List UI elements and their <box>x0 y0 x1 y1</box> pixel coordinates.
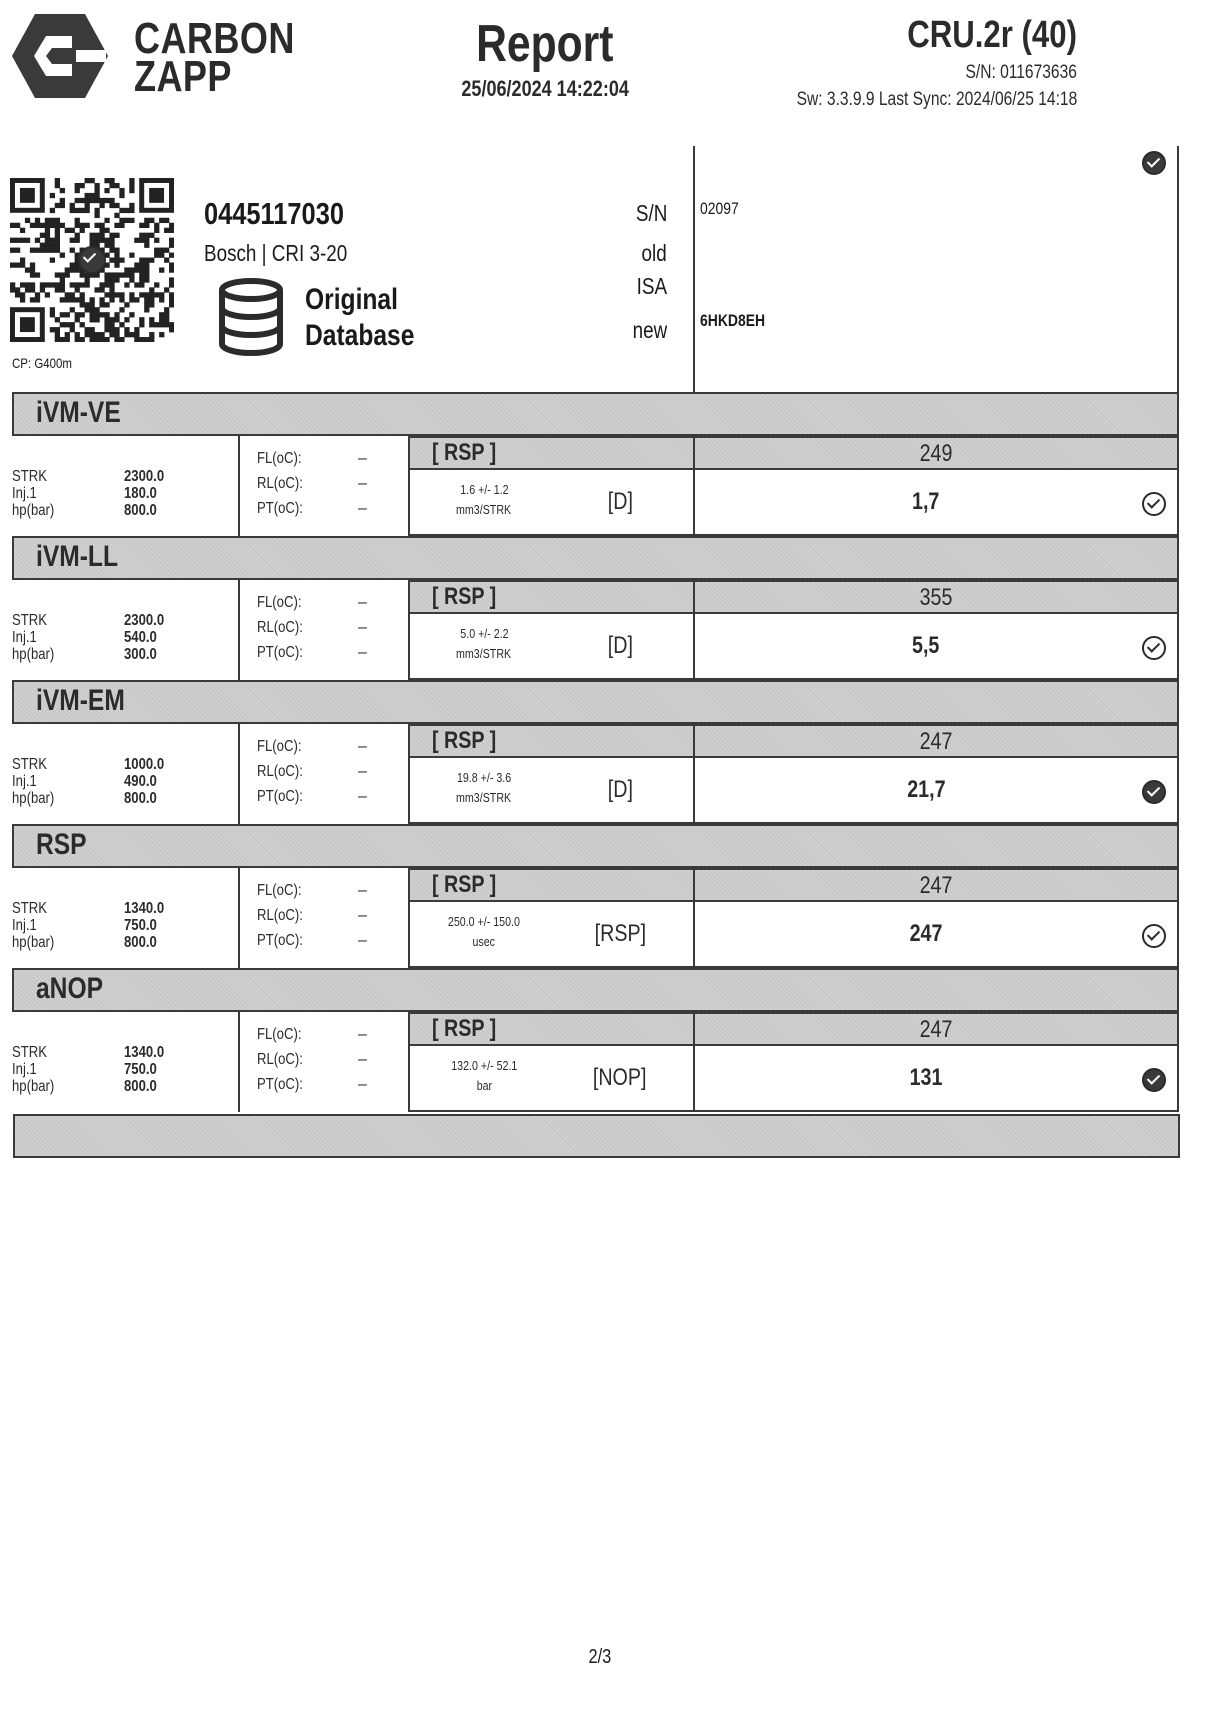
temp-pt-value: – <box>358 932 367 949</box>
report-title: Report <box>476 15 614 73</box>
param-hp-label: hp(bar) <box>12 934 55 951</box>
spec-head <box>408 436 695 470</box>
software-sync: Sw: 3.3.9.9 Last Sync: 2024/06/25 14:18 <box>796 89 1077 110</box>
closing-bar <box>13 1114 1180 1158</box>
temp-pt-label: PT(oC): <box>257 932 303 949</box>
new-value: 6HKD8EH <box>700 311 766 330</box>
temp-rl-value: – <box>358 619 367 636</box>
param-hp-label: hp(bar) <box>12 646 55 663</box>
temp-fl-label: FL(oC): <box>257 738 302 755</box>
reference-value: 247 <box>919 1016 953 1043</box>
spec-unit: mm3/STRK <box>456 790 512 805</box>
temp-rl-label: RL(oC): <box>257 619 303 636</box>
temp-rl-label: RL(oC): <box>257 763 303 780</box>
param-inj-label: Inj.1 <box>12 917 37 934</box>
spec-unit: usec <box>472 934 496 949</box>
page-number: 2/3 <box>588 1646 612 1668</box>
temp-rl-label: RL(oC): <box>257 1051 303 1068</box>
test-mode: [NOP] <box>593 1064 647 1091</box>
section-title: RSP <box>36 828 87 861</box>
result-check-icon <box>1142 1068 1166 1092</box>
old-label: old <box>641 240 667 266</box>
param-strk-value: 2300.0 <box>124 468 165 485</box>
section-title: iVM-LL <box>36 540 118 573</box>
temp-pt-label: PT(oC): <box>257 500 303 517</box>
temp-rl-value: – <box>358 907 367 924</box>
carbonzapp-logo-icon <box>10 12 110 100</box>
param-strk-label: STRK <box>12 756 47 773</box>
param-inj-value: 180.0 <box>124 485 157 502</box>
param-inj-value: 490.0 <box>124 773 157 790</box>
reference-bar <box>693 580 1179 614</box>
spec-range: 132.0 +/- 52.1 <box>450 1058 518 1073</box>
param-strk-label: STRK <box>12 900 47 917</box>
temp-fl-label: FL(oC): <box>257 450 302 467</box>
reference-bar <box>693 436 1179 470</box>
spec-range: 5.0 +/- 2.2 <box>459 626 509 641</box>
reference-bar <box>693 724 1179 758</box>
param-strk-value: 1340.0 <box>124 1044 165 1061</box>
brand-name <box>134 14 330 101</box>
temp-fl-value: – <box>358 738 367 755</box>
param-hp-label: hp(bar) <box>12 790 55 807</box>
brand-line2: ZAPP <box>134 52 232 101</box>
param-inj-label: Inj.1 <box>12 629 37 646</box>
report-datetime: 25/06/2024 14:22:04 <box>461 76 629 101</box>
result-check-icon <box>1142 636 1166 660</box>
param-strk-value: 2300.0 <box>124 612 165 629</box>
result-value: 131 <box>909 1064 943 1091</box>
spec-range: 1.6 +/- 1.2 <box>459 482 509 497</box>
section-title: aNOP <box>36 972 103 1005</box>
spec-unit: bar <box>476 1078 492 1093</box>
param-inj-label: Inj.1 <box>12 773 37 790</box>
spec-unit: mm3/STRK <box>456 646 512 661</box>
temp-pt-value: – <box>358 788 367 805</box>
temp-rl-value: – <box>358 1051 367 1068</box>
result-value: 5,5 <box>912 632 940 659</box>
spec-head <box>408 1012 695 1046</box>
brand-logo <box>10 12 110 100</box>
temp-pt-value: – <box>358 644 367 661</box>
param-hp-value: 800.0 <box>124 790 157 807</box>
cp-label: CP: G400m <box>12 355 72 371</box>
reference-value: 355 <box>919 584 953 611</box>
spec-unit: mm3/STRK <box>456 502 512 517</box>
temp-fl-value: – <box>358 450 367 467</box>
result-value: 247 <box>909 920 943 947</box>
temp-fl-label: FL(oC): <box>257 882 302 899</box>
reference-value: 247 <box>919 728 953 755</box>
test-mode: [D] <box>607 632 633 659</box>
qr-code <box>10 178 174 342</box>
spec-head-label: [ RSP ] <box>432 871 497 898</box>
param-hp-value: 800.0 <box>124 502 157 519</box>
param-strk-label: STRK <box>12 468 47 485</box>
temp-rl-value: – <box>358 763 367 780</box>
spec-range: 250.0 +/- 150.0 <box>447 914 521 929</box>
result-value: 1,7 <box>912 488 940 515</box>
info-check-icon <box>1142 151 1166 175</box>
temp-rl-label: RL(oC): <box>257 475 303 492</box>
test-mode: [RSP] <box>594 920 646 947</box>
spec-head <box>408 580 695 614</box>
param-hp-value: 300.0 <box>124 646 157 663</box>
temp-fl-value: – <box>358 1026 367 1043</box>
param-hp-value: 800.0 <box>124 1078 157 1095</box>
param-inj-value: 750.0 <box>124 917 157 934</box>
param-inj-value: 750.0 <box>124 1061 157 1078</box>
database-icon <box>218 278 284 356</box>
sn-label: S/N <box>635 200 667 226</box>
param-hp-value: 800.0 <box>124 934 157 951</box>
reference-value: 247 <box>919 872 953 899</box>
result-value: 21,7 <box>906 776 946 803</box>
section-title: iVM-VE <box>36 396 121 429</box>
spec-head <box>408 724 695 758</box>
spec-head-label: [ RSP ] <box>432 583 497 610</box>
db-line1: Original <box>305 283 398 316</box>
reference-bar <box>693 1012 1179 1046</box>
param-hp-label: hp(bar) <box>12 1078 55 1095</box>
temp-fl-label: FL(oC): <box>257 1026 302 1043</box>
section-bar <box>12 536 1179 580</box>
spec-head-label: [ RSP ] <box>432 727 497 754</box>
temp-rl-value: – <box>358 475 367 492</box>
isa-label: ISA <box>636 273 667 299</box>
param-strk-label: STRK <box>12 612 47 629</box>
part-number: 0445117030 <box>204 196 344 231</box>
temp-pt-label: PT(oC): <box>257 788 303 805</box>
spec-range: 19.8 +/- 3.6 <box>456 770 512 785</box>
param-strk-label: STRK <box>12 1044 47 1061</box>
brand-line1: CARBON <box>134 14 295 63</box>
param-strk-value: 1000.0 <box>124 756 165 773</box>
param-strk-value: 1340.0 <box>124 900 165 917</box>
spec-head-label: [ RSP ] <box>432 1015 497 1042</box>
db-line2: Database <box>305 319 415 352</box>
temp-rl-label: RL(oC): <box>257 907 303 924</box>
test-mode: [D] <box>607 488 633 515</box>
temp-fl-value: – <box>358 594 367 611</box>
section-bar <box>12 824 1179 868</box>
temp-pt-value: – <box>358 500 367 517</box>
temp-fl-label: FL(oC): <box>257 594 302 611</box>
param-inj-label: Inj.1 <box>12 485 37 502</box>
reference-bar <box>693 868 1179 902</box>
device-serial: S/N: 011673636 <box>965 62 1077 83</box>
section-bar <box>12 968 1179 1012</box>
temp-pt-label: PT(oC): <box>257 644 303 661</box>
reference-value: 249 <box>919 440 953 467</box>
temp-fl-value: – <box>358 882 367 899</box>
maker-model: Bosch | CRI 3-20 <box>204 240 348 266</box>
temp-pt-value: – <box>358 1076 367 1093</box>
temp-pt-label: PT(oC): <box>257 1076 303 1093</box>
sn-value: 02097 <box>700 199 739 218</box>
result-check-icon <box>1142 492 1166 516</box>
spec-head <box>408 868 695 902</box>
qr-check-icon <box>78 246 106 274</box>
new-label: new <box>632 317 667 343</box>
device-name: CRU.2r (40) <box>907 14 1077 56</box>
section-title: iVM-EM <box>36 684 125 717</box>
param-inj-value: 540.0 <box>124 629 157 646</box>
spec-head-label: [ RSP ] <box>432 439 497 466</box>
section-bar <box>12 392 1179 436</box>
test-mode: [D] <box>607 776 633 803</box>
param-inj-label: Inj.1 <box>12 1061 37 1078</box>
section-bar <box>12 680 1179 724</box>
result-check-icon <box>1142 924 1166 948</box>
param-hp-label: hp(bar) <box>12 502 55 519</box>
result-check-icon <box>1142 780 1166 804</box>
